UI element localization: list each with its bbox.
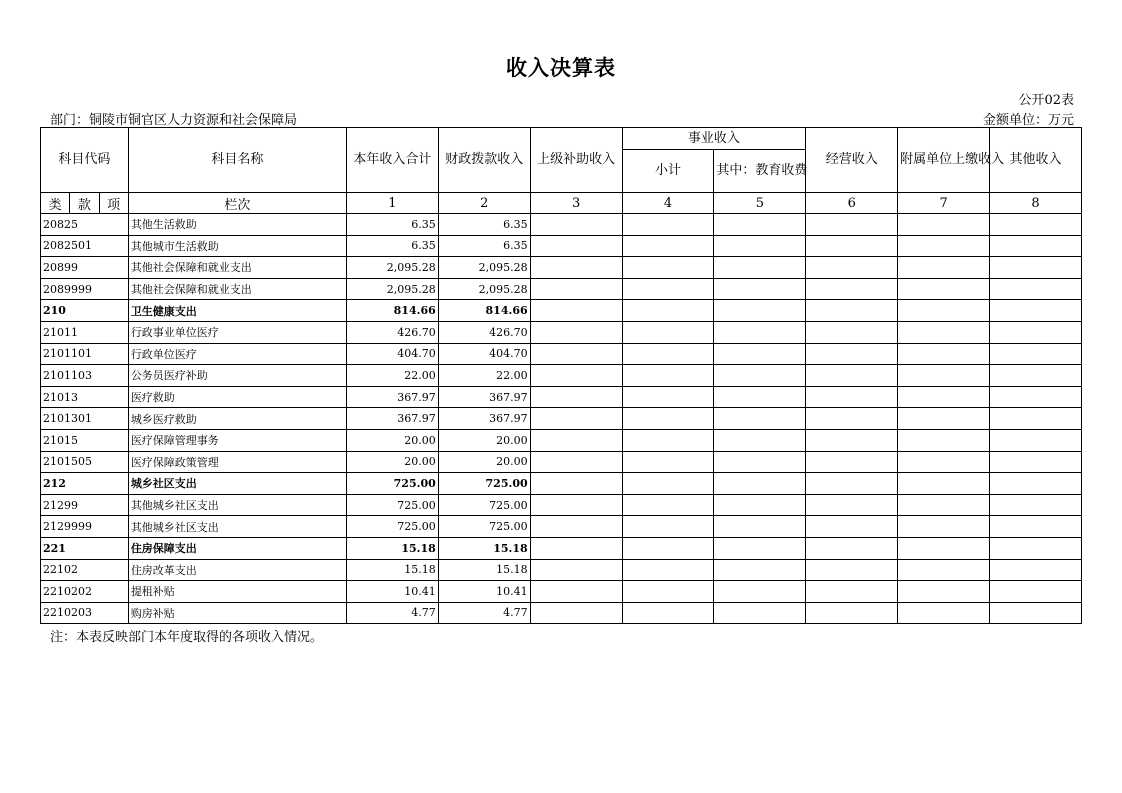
table-row (41, 537, 1082, 559)
row-superior (530, 386, 622, 408)
row-subtotal (622, 408, 714, 430)
header-education: 其中：教育收费 (714, 150, 806, 193)
row-name: 城乡医疗救助 (128, 408, 346, 430)
row-affiliated (898, 300, 990, 322)
header-other: 其他收入 (990, 128, 1082, 193)
row-name: 城乡社区支出 (128, 473, 346, 495)
row-subtotal (622, 343, 714, 365)
row-operating (806, 494, 898, 516)
row-total: 15.18 (346, 537, 438, 559)
row-code: 21299 (41, 494, 129, 516)
row-education (714, 581, 806, 603)
row-code: 221 (41, 537, 129, 559)
row-code: 21011 (41, 321, 129, 343)
index-col-5: 5 (714, 193, 806, 214)
row-subtotal (622, 257, 714, 279)
row-code: 212 (41, 473, 129, 495)
row-fiscal: 20.00 (438, 429, 530, 451)
row-code: 2101103 (41, 365, 129, 387)
row-education (714, 473, 806, 495)
row-code: 22102 (41, 559, 129, 581)
row-operating (806, 343, 898, 365)
row-code: 2210203 (41, 602, 129, 624)
row-affiliated (898, 494, 990, 516)
row-operating (806, 300, 898, 322)
row-superior (530, 451, 622, 473)
row-fiscal: 814.66 (438, 300, 530, 322)
row-superior (530, 516, 622, 538)
row-education (714, 494, 806, 516)
row-fiscal: 6.35 (438, 235, 530, 257)
table-row (41, 473, 1082, 495)
row-name: 购房补贴 (128, 602, 346, 624)
row-affiliated (898, 257, 990, 279)
row-total: 2,095.28 (346, 257, 438, 279)
header-affiliated: 附属单位上缴收入 (898, 128, 990, 193)
row-other (990, 451, 1082, 473)
row-code: 2101505 (41, 451, 129, 473)
table-row (41, 235, 1082, 257)
row-name: 其他生活救助 (128, 214, 346, 236)
row-education (714, 278, 806, 300)
row-code: 20899 (41, 257, 129, 279)
table-row (41, 278, 1082, 300)
row-total: 426.70 (346, 321, 438, 343)
row-superior (530, 429, 622, 451)
row-other (990, 429, 1082, 451)
row-superior (530, 235, 622, 257)
row-subtotal (622, 451, 714, 473)
table-row (41, 343, 1082, 365)
row-education (714, 408, 806, 430)
index-col-4: 4 (622, 193, 714, 214)
header-business: 事业收入 (622, 128, 806, 150)
row-subtotal (622, 537, 714, 559)
table-row (41, 408, 1082, 430)
row-affiliated (898, 214, 990, 236)
row-operating (806, 386, 898, 408)
table-row (41, 581, 1082, 603)
table-row (41, 429, 1082, 451)
header-subtotal: 小计 (622, 150, 714, 193)
row-operating (806, 429, 898, 451)
row-total: 725.00 (346, 516, 438, 538)
form-number: 公开02表 (1018, 93, 1074, 108)
row-subtotal (622, 473, 714, 495)
row-affiliated (898, 365, 990, 387)
row-code: 210 (41, 300, 129, 322)
row-fiscal: 725.00 (438, 494, 530, 516)
row-fiscal: 6.35 (438, 214, 530, 236)
index-col-8: 8 (990, 193, 1082, 214)
row-name: 行政单位医疗 (128, 343, 346, 365)
row-affiliated (898, 473, 990, 495)
header-fiscal: 财政拨款收入 (438, 128, 530, 193)
row-operating (806, 321, 898, 343)
row-other (990, 408, 1082, 430)
row-total: 4.77 (346, 602, 438, 624)
row-name: 提租补贴 (128, 581, 346, 603)
row-education (714, 602, 806, 624)
row-name: 其他城乡社区支出 (128, 516, 346, 538)
row-subtotal (622, 214, 714, 236)
row-education (714, 257, 806, 279)
amount-unit-label: 金额单位：万元 (982, 113, 1074, 128)
row-affiliated (898, 386, 990, 408)
row-fiscal: 20.00 (438, 451, 530, 473)
row-education (714, 214, 806, 236)
table-row (41, 365, 1082, 387)
row-education (714, 386, 806, 408)
row-other (990, 343, 1082, 365)
index-xiang: 项 (99, 193, 128, 214)
row-affiliated (898, 602, 990, 624)
row-affiliated (898, 581, 990, 603)
row-education (714, 537, 806, 559)
row-education (714, 365, 806, 387)
row-subtotal (622, 429, 714, 451)
row-superior (530, 321, 622, 343)
row-other (990, 516, 1082, 538)
row-total: 20.00 (346, 429, 438, 451)
table-row (41, 451, 1082, 473)
row-name: 住房改革支出 (128, 559, 346, 581)
row-total: 10.41 (346, 581, 438, 603)
revenue-table (40, 127, 1082, 624)
row-code: 21015 (41, 429, 129, 451)
row-education (714, 429, 806, 451)
row-superior (530, 602, 622, 624)
row-education (714, 559, 806, 581)
row-total: 20.00 (346, 451, 438, 473)
table-row (41, 516, 1082, 538)
row-affiliated (898, 235, 990, 257)
row-other (990, 300, 1082, 322)
row-fiscal: 22.00 (438, 365, 530, 387)
row-education (714, 300, 806, 322)
row-name: 其他社会保障和就业支出 (128, 257, 346, 279)
row-affiliated (898, 321, 990, 343)
row-education (714, 321, 806, 343)
row-education (714, 343, 806, 365)
row-fiscal: 367.97 (438, 408, 530, 430)
row-operating (806, 581, 898, 603)
row-name: 其他城市生活救助 (128, 235, 346, 257)
row-name: 医疗保障政策管理 (128, 451, 346, 473)
row-name: 卫生健康支出 (128, 300, 346, 322)
row-subtotal (622, 300, 714, 322)
index-col-1: 1 (346, 193, 438, 214)
row-code: 2101301 (41, 408, 129, 430)
table-row (41, 386, 1082, 408)
row-subtotal (622, 278, 714, 300)
row-total: 6.35 (346, 214, 438, 236)
index-col-6: 6 (806, 193, 898, 214)
row-total: 15.18 (346, 559, 438, 581)
row-superior (530, 278, 622, 300)
row-superior (530, 257, 622, 279)
row-subtotal (622, 321, 714, 343)
table-row (41, 559, 1082, 581)
row-operating (806, 602, 898, 624)
row-education (714, 516, 806, 538)
table-row (41, 214, 1082, 236)
row-superior (530, 214, 622, 236)
row-other (990, 602, 1082, 624)
row-total: 725.00 (346, 494, 438, 516)
row-name: 其他城乡社区支出 (128, 494, 346, 516)
row-name: 公务员医疗补助 (128, 365, 346, 387)
row-affiliated (898, 408, 990, 430)
row-total: 22.00 (346, 365, 438, 387)
row-fiscal: 367.97 (438, 386, 530, 408)
row-affiliated (898, 429, 990, 451)
row-other (990, 235, 1082, 257)
row-education (714, 451, 806, 473)
row-fiscal: 15.18 (438, 559, 530, 581)
row-subtotal (622, 235, 714, 257)
row-other (990, 581, 1082, 603)
index-kuan: 款 (70, 193, 99, 214)
row-superior (530, 494, 622, 516)
row-total: 6.35 (346, 235, 438, 257)
row-code: 2082501 (41, 235, 129, 257)
row-other (990, 278, 1082, 300)
footnote: 注：本表反映部门本年度取得的各项收入情况。 (50, 630, 324, 645)
row-affiliated (898, 278, 990, 300)
row-fiscal: 2,095.28 (438, 257, 530, 279)
row-other (990, 214, 1082, 236)
row-total: 2,095.28 (346, 278, 438, 300)
header-superior: 上级补助收入 (530, 128, 622, 193)
row-operating (806, 559, 898, 581)
table-row (41, 257, 1082, 279)
table-row (41, 321, 1082, 343)
row-subtotal (622, 516, 714, 538)
row-subtotal (622, 365, 714, 387)
index-col-2: 2 (438, 193, 530, 214)
index-lanci: 栏次 (128, 193, 346, 214)
table-row (41, 602, 1082, 624)
row-other (990, 365, 1082, 387)
row-code: 20825 (41, 214, 129, 236)
row-fiscal: 2,095.28 (438, 278, 530, 300)
header-operating: 经营收入 (806, 128, 898, 193)
row-operating (806, 365, 898, 387)
row-subtotal (622, 494, 714, 516)
row-other (990, 386, 1082, 408)
row-superior (530, 300, 622, 322)
row-code: 2210202 (41, 581, 129, 603)
table-row (41, 494, 1082, 516)
row-operating (806, 451, 898, 473)
row-other (990, 473, 1082, 495)
index-col-3: 3 (530, 193, 622, 214)
row-name: 其他社会保障和就业支出 (128, 278, 346, 300)
row-operating (806, 516, 898, 538)
row-subtotal (622, 602, 714, 624)
row-fiscal: 10.41 (438, 581, 530, 603)
row-affiliated (898, 516, 990, 538)
row-fiscal: 725.00 (438, 473, 530, 495)
row-superior (530, 559, 622, 581)
row-name: 医疗保障管理事务 (128, 429, 346, 451)
row-affiliated (898, 343, 990, 365)
row-subtotal (622, 581, 714, 603)
row-other (990, 494, 1082, 516)
row-operating (806, 214, 898, 236)
row-fiscal: 15.18 (438, 537, 530, 559)
row-fiscal: 404.70 (438, 343, 530, 365)
row-subtotal (622, 386, 714, 408)
department-label: 部门：铜陵市铜官区人力资源和社会保障局 (50, 113, 298, 128)
row-operating (806, 408, 898, 430)
row-total: 814.66 (346, 300, 438, 322)
row-name: 医疗救助 (128, 386, 346, 408)
row-operating (806, 257, 898, 279)
row-fiscal: 725.00 (438, 516, 530, 538)
row-operating (806, 537, 898, 559)
row-education (714, 235, 806, 257)
row-code: 2101101 (41, 343, 129, 365)
row-other (990, 537, 1082, 559)
row-superior (530, 537, 622, 559)
row-other (990, 559, 1082, 581)
row-fiscal: 426.70 (438, 321, 530, 343)
row-operating (806, 473, 898, 495)
header-code: 科目代码 (41, 128, 129, 193)
row-total: 404.70 (346, 343, 438, 365)
row-operating (806, 235, 898, 257)
row-superior (530, 473, 622, 495)
row-superior (530, 408, 622, 430)
row-name: 行政事业单位医疗 (128, 321, 346, 343)
row-affiliated (898, 537, 990, 559)
row-code: 21013 (41, 386, 129, 408)
row-fiscal: 4.77 (438, 602, 530, 624)
row-superior (530, 365, 622, 387)
row-superior (530, 581, 622, 603)
row-code: 2129999 (41, 516, 129, 538)
row-code: 2089999 (41, 278, 129, 300)
row-operating (806, 278, 898, 300)
index-col-7: 7 (898, 193, 990, 214)
header-name: 科目名称 (128, 128, 346, 193)
row-total: 725.00 (346, 473, 438, 495)
row-affiliated (898, 559, 990, 581)
row-subtotal (622, 559, 714, 581)
index-lei: 类 (41, 193, 70, 214)
row-total: 367.97 (346, 408, 438, 430)
row-other (990, 321, 1082, 343)
row-total: 367.97 (346, 386, 438, 408)
row-other (990, 257, 1082, 279)
page-title: 收入决算表 (506, 56, 616, 80)
row-superior (530, 343, 622, 365)
header-total: 本年收入合计 (346, 128, 438, 193)
row-affiliated (898, 451, 990, 473)
table-row (41, 300, 1082, 322)
row-name: 住房保障支出 (128, 537, 346, 559)
